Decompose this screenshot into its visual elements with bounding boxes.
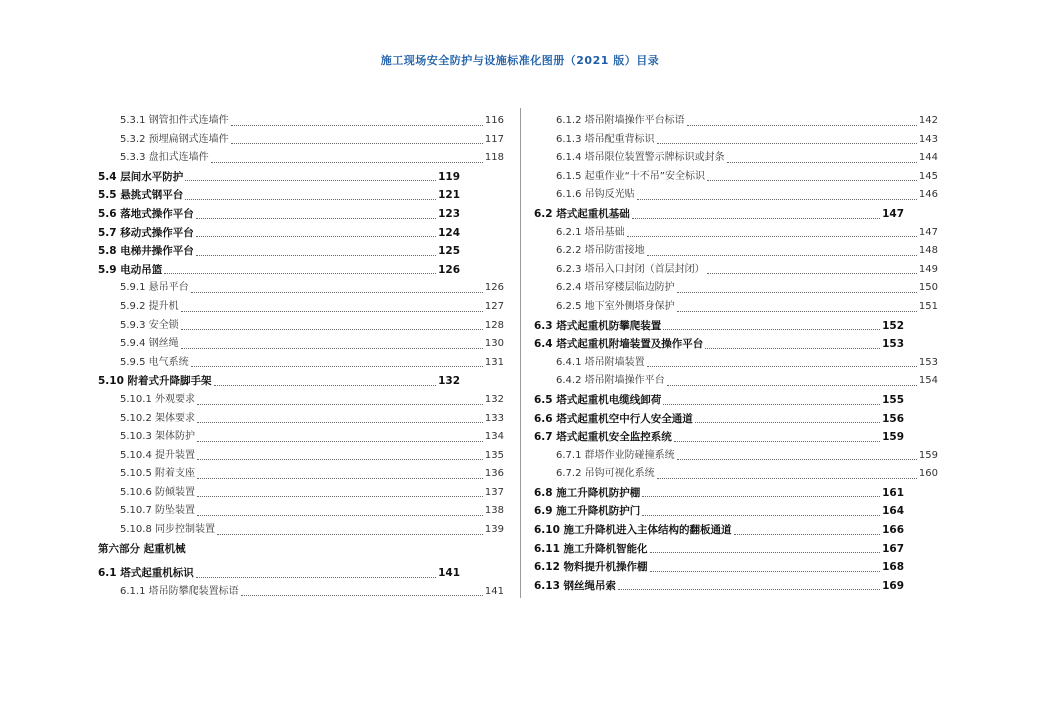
- toc-dot-leader: [707, 180, 917, 181]
- toc-page-number: 117: [484, 133, 504, 145]
- toc-dot-leader: [632, 218, 880, 219]
- toc-entry[interactable]: [534, 521, 904, 540]
- toc-entry[interactable]: [534, 168, 938, 187]
- toc-entry[interactable]: [98, 354, 504, 373]
- toc-dot-leader: [650, 571, 881, 572]
- toc-entry[interactable]: [98, 564, 460, 583]
- toc-entry[interactable]: [534, 391, 904, 410]
- toc-page-number: 130: [484, 338, 504, 350]
- toc-entry[interactable]: [534, 242, 938, 261]
- toc-entry[interactable]: [534, 447, 938, 466]
- toc-page-number: 144: [918, 152, 938, 164]
- toc-entry[interactable]: [98, 186, 460, 205]
- toc-entry[interactable]: [534, 502, 904, 521]
- toc-page-number: 148: [918, 245, 938, 257]
- toc-page-number: 135: [484, 449, 504, 461]
- toc-page-number: 138: [484, 505, 504, 517]
- toc-entry[interactable]: [98, 242, 460, 261]
- toc-page-number: 119: [438, 170, 460, 183]
- toc-entry-title: 5.10.8 同步控制装置: [120, 524, 215, 536]
- toc-page-number: 132: [438, 375, 460, 388]
- toc-dot-leader: [214, 385, 437, 386]
- toc-dot-leader: [197, 422, 483, 423]
- page-title: 施工现场安全防护与设施标准化图册（2021 版）目录: [380, 54, 660, 67]
- toc-entry[interactable]: [534, 354, 938, 373]
- toc-entry[interactable]: [98, 298, 504, 317]
- toc-entry-title: 5.10.7 防坠装置: [120, 505, 195, 517]
- toc-dot-leader: [197, 459, 483, 460]
- toc-dot-leader: [196, 236, 436, 237]
- toc-dot-leader: [181, 311, 483, 312]
- toc-page-number: 128: [484, 319, 504, 331]
- toc-entry-title: 5.9.5 电气系统: [120, 356, 189, 368]
- toc-dot-leader: [677, 459, 917, 460]
- toc-entry[interactable]: [98, 428, 504, 447]
- toc-page-number: 136: [484, 468, 504, 480]
- toc-page-number: 126: [438, 263, 460, 276]
- toc-page-number: 153: [882, 338, 904, 351]
- toc-dot-leader: [647, 366, 917, 367]
- toc-dot-leader: [196, 255, 436, 256]
- toc-dot-leader: [197, 478, 483, 479]
- toc-page-number: 139: [484, 524, 504, 536]
- toc-dot-leader: [181, 348, 483, 349]
- toc-page-number: 147: [918, 226, 938, 238]
- toc-entry-title: 6.7.1 群塔作业防碰撞系统: [556, 449, 675, 461]
- toc-entry[interactable]: [98, 149, 504, 168]
- toc-entry[interactable]: [98, 205, 460, 224]
- toc-dot-leader: [185, 180, 436, 181]
- toc-entry-title: 6.8 施工升降机防护棚: [534, 486, 641, 499]
- toc-dot-leader: [677, 292, 917, 293]
- toc-page-number: 132: [484, 393, 504, 405]
- toc-dot-leader: [687, 125, 917, 126]
- toc-page-number: 126: [484, 282, 504, 294]
- toc-entry[interactable]: [534, 540, 904, 559]
- toc-entry-title: 6.11 施工升降机智能化: [534, 542, 648, 555]
- toc-page-number: 155: [882, 393, 904, 406]
- toc-entry[interactable]: [98, 261, 460, 280]
- toc-entry[interactable]: [534, 465, 938, 484]
- toc-entry-title: 6.4.2 塔吊附墙操作平台: [556, 375, 665, 387]
- toc-entry-title: 5.3.2 预埋扁钢式连墙件: [120, 133, 229, 145]
- toc-dot-leader: [618, 589, 880, 590]
- toc-left-column: [98, 112, 504, 601]
- toc-entry[interactable]: [98, 447, 504, 466]
- toc-page-number: 166: [882, 524, 904, 537]
- toc-page-number: 146: [918, 189, 938, 201]
- toc-entry[interactable]: [98, 372, 460, 391]
- toc-entry[interactable]: [534, 149, 938, 168]
- toc-dot-leader: [705, 348, 880, 349]
- toc-page-number: 153: [918, 356, 938, 368]
- toc-entry[interactable]: [534, 298, 938, 317]
- toc-entry-title: 6.2.2 塔吊防雷接地: [556, 245, 645, 257]
- toc-dot-leader: [707, 273, 917, 274]
- toc-entry[interactable]: [534, 112, 938, 131]
- toc-entry-title: 6.1.6 吊钩反光贴: [556, 189, 635, 201]
- toc-page-number: 116: [484, 115, 504, 126]
- toc-entry-title: 6.4.1 塔吊附墙装置: [556, 356, 645, 368]
- toc-entry-title: 6.10 施工升降机进入主体结构的翻板通道: [534, 524, 732, 537]
- toc-page-number: 145: [918, 170, 938, 182]
- toc-entry-title: 5.10.3 架体防护: [120, 431, 195, 443]
- toc-entry[interactable]: [534, 484, 904, 503]
- toc-entry-title: 5.3.3 盘扣式连墙件: [120, 152, 209, 164]
- toc-entry-title: 5.8 电梯井操作平台: [98, 245, 194, 258]
- toc-entry-title: 6.7 塔式起重机安全监控系统: [534, 431, 672, 444]
- toc-dot-leader: [191, 366, 483, 367]
- toc-page-number: 131: [484, 356, 504, 368]
- toc-entry[interactable]: [534, 558, 904, 577]
- toc-page-number: 141: [438, 567, 460, 580]
- toc-entry[interactable]: [98, 484, 504, 503]
- toc-page-number: 125: [438, 245, 460, 258]
- toc-entry[interactable]: [534, 205, 904, 224]
- toc-entry-title: 6.2.3 塔吊入口封闭（首层封闭）: [556, 263, 705, 275]
- toc-page-number: 141: [484, 585, 504, 597]
- toc-entry-title: 5.3.1 钢管扣件式连墙件: [120, 115, 229, 126]
- toc-entry-title: 5.9 电动吊篮: [98, 263, 163, 276]
- toc-page-number: 154: [918, 375, 938, 387]
- toc-entry-title: 5.4 层间水平防护: [98, 170, 184, 183]
- toc-page-number: 156: [882, 412, 904, 425]
- toc-entry[interactable]: [534, 261, 938, 280]
- toc-page-number: 123: [438, 207, 460, 220]
- toc-dot-leader: [727, 162, 917, 163]
- toc-entry-title: 6.1.1 塔吊防攀爬装置标语: [120, 585, 239, 597]
- toc-page-number: 149: [918, 263, 938, 275]
- toc-entry-title: 5.9.3 安全锁: [120, 319, 179, 331]
- toc-entry[interactable]: [98, 317, 504, 336]
- toc-dot-leader: [241, 595, 483, 596]
- toc-entry[interactable]: [98, 168, 460, 187]
- toc-entry[interactable]: [534, 186, 938, 205]
- toc-entry-title: 6.1.4 塔吊限位装置警示牌标识或封条: [556, 152, 725, 164]
- toc-dot-leader: [677, 311, 917, 312]
- toc-dot-leader: [657, 478, 917, 479]
- toc-entry-title: 5.10 附着式升降脚手架: [98, 375, 212, 388]
- toc-dot-leader: [197, 404, 483, 405]
- toc-entry[interactable]: [98, 521, 504, 540]
- toc-page-number: 143: [918, 133, 938, 145]
- toc-dot-leader: [657, 143, 917, 144]
- toc-dot-leader: [197, 496, 483, 497]
- toc-entry[interactable]: [98, 279, 504, 298]
- toc-entry-title: 5.10.4 提升装置: [120, 449, 195, 461]
- toc-dot-leader: [647, 255, 917, 256]
- toc-dot-leader: [196, 218, 436, 219]
- toc-page-number: 150: [918, 282, 938, 294]
- toc-page-number: 151: [918, 300, 938, 312]
- toc-dot-leader: [650, 552, 881, 553]
- toc-entry-title: 5.9.1 悬吊平台: [120, 282, 189, 294]
- toc-entry-title: 6.3 塔式起重机防攀爬装置: [534, 319, 662, 332]
- toc-entry[interactable]: [534, 428, 904, 447]
- toc-page-number: 124: [438, 226, 460, 239]
- toc-page-number: 164: [882, 505, 904, 518]
- toc-entry-title: 6.4 塔式起重机附墙装置及操作平台: [534, 338, 704, 351]
- toc-dot-leader: [231, 125, 483, 126]
- toc-entry-title: 6.7.2 吊钩可视化系统: [556, 468, 655, 480]
- toc-page-number: 127: [484, 300, 504, 312]
- toc-dot-leader: [674, 441, 880, 442]
- toc-dot-leader: [196, 577, 436, 578]
- toc-entry-title: 5.10.6 防倾装置: [120, 486, 195, 498]
- toc-dot-leader: [667, 385, 917, 386]
- toc-entry-title: 5.10.5 附着支座: [120, 468, 195, 480]
- toc-page-number: 168: [882, 561, 904, 574]
- toc-entry[interactable]: [534, 335, 904, 354]
- toc-dot-leader: [231, 143, 483, 144]
- toc-entry-title: 5.9.2 提升机: [120, 300, 179, 312]
- toc-entry-title: 5.10.1 外观要求: [120, 393, 195, 405]
- toc-dot-leader: [663, 404, 880, 405]
- toc-entry-title: 6.2.1 塔吊基础: [556, 226, 625, 238]
- toc-dot-leader: [181, 329, 483, 330]
- toc-page-number: 133: [484, 412, 504, 424]
- toc-entry[interactable]: [534, 131, 938, 150]
- toc-right-column: [534, 112, 938, 595]
- toc-entry[interactable]: [98, 224, 460, 243]
- toc-entry[interactable]: [534, 372, 938, 391]
- column-divider: [520, 108, 521, 598]
- toc-page-number: 121: [438, 189, 460, 202]
- toc-entry-title: 6.1.5 起重作业“十不吊”安全标识: [556, 170, 705, 182]
- toc-dot-leader: [637, 199, 917, 200]
- toc-entry-title: 6.13 钢丝绳吊索: [534, 579, 617, 592]
- toc-dot-leader: [217, 534, 483, 535]
- toc-entry-title: 6.5 塔式起重机电缆线卸荷: [534, 393, 662, 406]
- toc-part-heading[interactable]: [98, 540, 504, 559]
- toc-dot-leader: [734, 534, 881, 535]
- toc-page-number: 147: [882, 207, 904, 220]
- toc-entry-title: 6.9 施工升降机防护门: [534, 505, 641, 518]
- toc-entry[interactable]: [98, 335, 504, 354]
- toc-entry[interactable]: [98, 465, 504, 484]
- toc-entry[interactable]: [534, 317, 904, 336]
- toc-dot-leader: [197, 441, 483, 442]
- toc-dot-leader: [627, 236, 917, 237]
- toc-entry-title: 6.1 塔式起重机标识: [98, 567, 194, 580]
- toc-page-number: 152: [882, 319, 904, 332]
- toc-entry-title: 6.12 物料提升机操作棚: [534, 561, 648, 574]
- toc-dot-leader: [695, 422, 880, 423]
- toc-dot-leader: [211, 162, 483, 163]
- toc-entry-title: 6.1.3 塔吊配重背标识: [556, 133, 655, 145]
- toc-entry[interactable]: [98, 502, 504, 521]
- toc-dot-leader: [663, 329, 880, 330]
- toc-page-number: 161: [882, 486, 904, 499]
- toc-entry-title: 6.2 塔式起重机基础: [534, 207, 630, 220]
- toc-dot-leader: [197, 515, 483, 516]
- toc-dot-leader: [164, 273, 436, 274]
- toc-dot-leader: [642, 515, 880, 516]
- toc-entry[interactable]: [534, 279, 938, 298]
- toc-entry-title: 5.7 移动式操作平台: [98, 226, 194, 239]
- toc-page-number: 159: [882, 431, 904, 444]
- toc-page-number: 142: [918, 115, 938, 126]
- toc-page-number: 169: [882, 579, 904, 592]
- toc-entry-title: 6.2.4 塔吊穿楼层临边防护: [556, 282, 675, 294]
- toc-entry-title: 6.2.5 地下室外侧塔身保护: [556, 300, 675, 312]
- toc-page-number: 167: [882, 542, 904, 555]
- toc-entry-title: 5.6 落地式操作平台: [98, 207, 194, 220]
- toc-entry[interactable]: [98, 131, 504, 150]
- toc-entry-title: 5.9.4 钢丝绳: [120, 338, 179, 350]
- toc-entry-title: 第六部分 起重机械: [98, 542, 186, 555]
- toc-entry-title: 6.6 塔式起重机空中行人安全通道: [534, 412, 693, 425]
- toc-page-number: 159: [918, 449, 938, 461]
- toc-entry[interactable]: [534, 577, 904, 596]
- toc-dot-leader: [185, 199, 436, 200]
- toc-dot-leader: [642, 496, 880, 497]
- toc-entry-title: 5.10.2 架体要求: [120, 412, 195, 424]
- toc-page-number: 160: [918, 468, 938, 480]
- toc-entry[interactable]: [98, 583, 504, 602]
- toc-dot-leader: [191, 292, 483, 293]
- toc-entry[interactable]: [534, 224, 938, 243]
- toc-page-number: 137: [484, 486, 504, 498]
- toc-page-number: 134: [484, 431, 504, 443]
- toc-entry-title: 6.1.2 塔吊附墙操作平台标语: [556, 115, 685, 126]
- toc-entry-title: 5.5 悬挑式钢平台: [98, 189, 184, 202]
- toc-page-number: 118: [484, 152, 504, 164]
- toc-entry[interactable]: [98, 391, 504, 410]
- toc-entry[interactable]: [98, 112, 504, 131]
- toc-entry[interactable]: [98, 410, 504, 429]
- toc-entry[interactable]: [534, 410, 904, 429]
